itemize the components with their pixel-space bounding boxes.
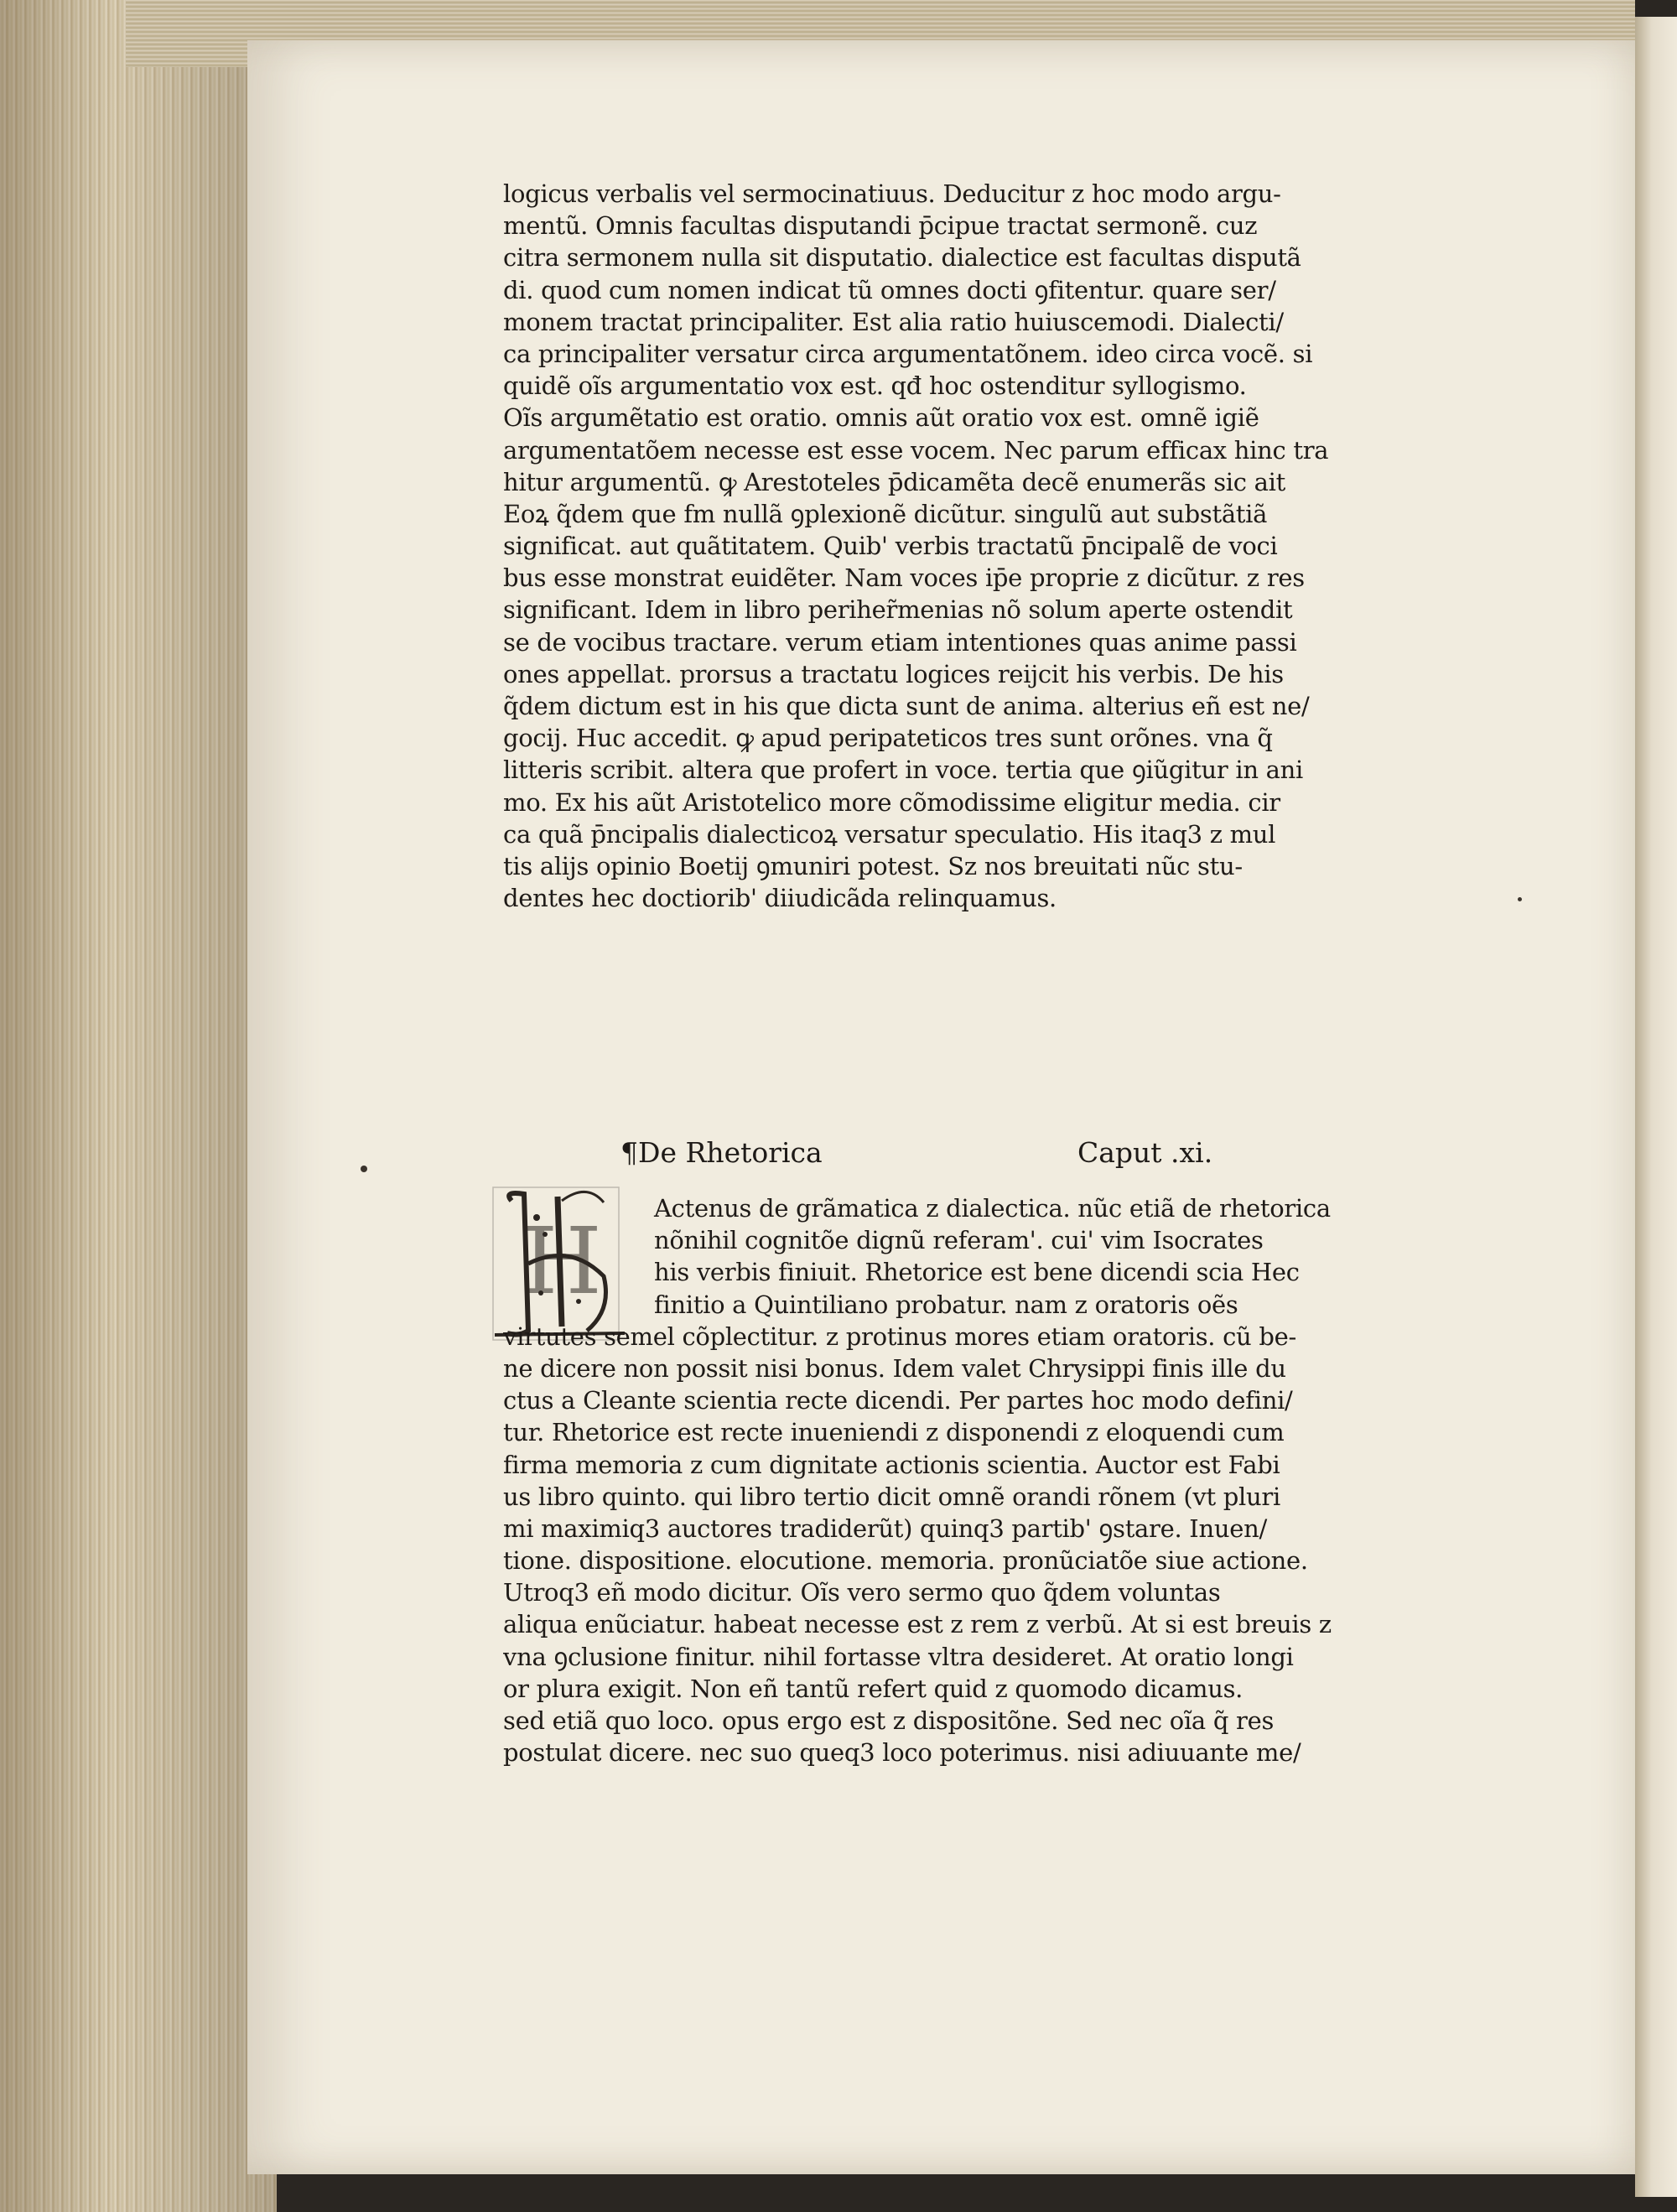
text-line: tione. dispositione. elocutione. memoria. pronũciatõe siue actione. [503,1546,1308,1576]
text-line: ca quã p̄ncipalis dialecticoꝝ versatur speculatio. His itaq3 z mul [503,819,1276,849]
text-line: significant. Idem in libro periher̃menias nõ solum aperte ostendit [503,595,1293,625]
book-fore-edge [0,0,277,2212]
chapter-heading [620,1136,1459,1178]
text-line: postulat dicere. nec suo queq3 loco poterimus. nisi adiuuante me/ [503,1738,1301,1768]
text-block-rhetoric [503,1192,1463,1768]
text-line: Actenus de grãmatica z dialectica. nũc etiã de rhetorica [654,1194,1331,1223]
text-line: ca principaliter versatur circa argumentatõnem. ideo circa vocẽ. si [503,339,1313,368]
text-line: quidẽ oĩs argumentatio vox est. qđ hoc ostenditur syllogismo. [503,371,1247,401]
text-line: di. quod cum nomen indicat tũ omnes docti ꝯfitentur. quare ser/ [503,275,1276,304]
text-line: litteris scribit. altera que profert in voce. tertia que ꝯiũgitur in ani [503,756,1303,785]
text-line: his verbis finiuit. Rhetorice est bene dicendi scia Hec [654,1258,1300,1287]
text-line: hitur argumentũ. ꝙ Arestoteles p̄dicamẽta decẽ enumerãs sic ait [503,467,1285,496]
text-line: argumentatõem necesse est esse vocem. Nec parum efficax hinc tra [503,435,1329,465]
text-line: monem tractat principaliter. Est alia ratio huiuscemodi. Dialecti/ [503,307,1284,336]
text-line: Oĩs argumẽtatio est oratio. omnis aũt oratio vox est. omnẽ igiẽ [503,403,1259,433]
text-line: q̃dem dictum est in his que dicta sunt de anima. alterius eñ est ne/ [503,692,1310,720]
text-line: mi maximiq3 auctores tradiderũt) quinq3 partib' ꝯstare. Inuen/ [503,1514,1267,1543]
chapter-number: Caput .xi. [1077,1136,1213,1169]
text-line: us libro quinto. qui libro tertio dicit omnẽ orandi rõnem (vt pluri [503,1482,1280,1511]
ink-spot [1518,897,1522,901]
text-line: significat. aut quãtitatem. Quib' verbis tractatũ p̄ncipalẽ de voci [503,532,1278,561]
text-line: ctus a Cleante scientia recte dicendi. Per partes hoc modo defini/ [503,1386,1293,1415]
text-line: virtutes semel cõplectitur. z protinus mores etiam oratoris. cũ be- [503,1321,1296,1351]
text-line: tis alijs opinio Boetij ꝯmuniri potest. Sz nos breuitati nũc stu- [503,851,1243,880]
text-line: mentũ. Omnis facultas disputandi p̄cipue tractat sermonẽ. cuz [503,211,1258,241]
text-line: finitio a Quintiliano probatur. nam z oratoris oẽs [654,1290,1238,1319]
text-line: logicus verbalis vel sermocinatiuus. Deducitur z hoc modo argu- [503,179,1281,208]
text-line: aliqua enũciatur. habeat necesse est z rem z verbũ. At si est breuis z [503,1610,1332,1639]
text-line: mo. Ex his aũt Aristotelico more cõmodissime eligitur media. cir [503,787,1280,817]
text-line: ne dicere non possit nisi bonus. Idem valet Chrysippi finis ille du [503,1353,1286,1383]
chapter-title: ¶De Rhetorica [620,1136,823,1169]
text-line: tur. Rhetorice est recte inueniendi z disponendi z eloquendi cum [503,1418,1285,1447]
ink-spot [361,1166,367,1172]
text-line: Utroq3 eñ modo dicitur. Oĩs vero sermo quo q̃dem voluntas [503,1578,1221,1607]
text-line: Eoꝝ q̃dem que fm nullã ꝯplexionẽ dicũtur. singulũ aut substãtiã [503,499,1268,528]
text-line: vna ꝯclusione finitur. nihil fortasse vltra desideret. At oratio longi [503,1642,1294,1671]
text-line: sed etiã quo loco. opus ergo est z dispositõne. Sed nec oĩa q̃ res [503,1706,1275,1735]
facing-page-edge [1635,17,1677,2197]
text-line: citra sermonem nulla sit disputatio. dialectice est facultas disputã [503,243,1301,273]
text-block-dialectic [503,178,1463,914]
initial-letter: H [522,1207,602,1315]
text-line: se de vocibus tractare. verum etiam intentiones quas anime passi [503,627,1297,657]
text-line: ones appellat. prorsus a tractatu logices reijcit his verbis. De his [503,659,1284,688]
text-line: bus esse monstrat euidẽter. Nam voces ip̄e proprie z dicũtur. z res [503,563,1305,593]
text-line: gocij. Huc accedit. ꝙ apud peripateticos tres sunt orõnes. vna q̃ [503,724,1273,753]
text-line: or plura exigit. Non eñ tantũ refert quid z quomodo dicamus. [503,1674,1243,1703]
text-line: dentes hec doctiorib' diiudicãda relinquamus. [503,884,1057,913]
text-line: nõnihil cognitõe dignũ referam'. cui' vim Isocrates [654,1226,1264,1255]
text-line: firma memoria z cum dignitate actionis scientia. Auctor est Fabi [503,1450,1280,1479]
